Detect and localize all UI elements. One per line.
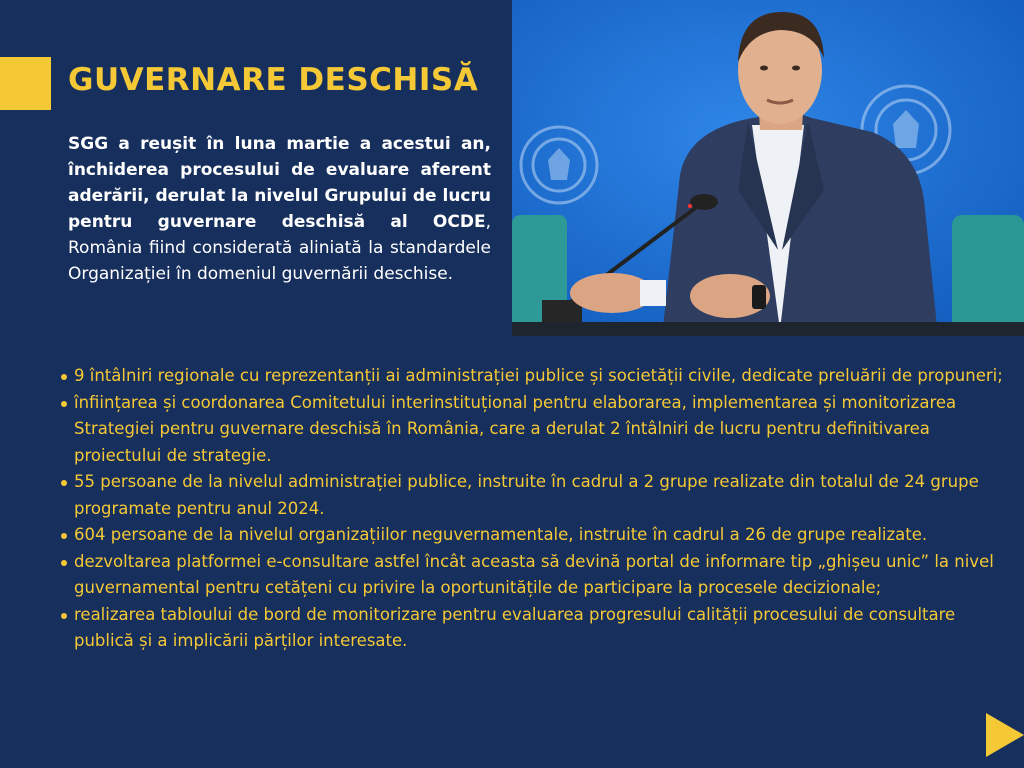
page-title: GUVERNARE DESCHISĂ	[68, 62, 479, 98]
intro-paragraph	[68, 131, 491, 287]
achievement-list	[74, 363, 1004, 655]
accent-square	[0, 57, 51, 110]
list-item: 55 persoane de la nivelul administrației publice, instruite în cadrul a 2 grupe realizate din totalul de 24 grupe programate pentru anul 2024.	[74, 469, 1004, 522]
list-item: 9 întâlniri regionale cu reprezentanții ai administrației publice și societății civile, dedicate preluării de propuneri;	[74, 363, 1004, 390]
next-button[interactable]	[986, 713, 1024, 757]
speaker-photo	[512, 0, 1024, 336]
intro-bold-text: SGG a reușit în luna martie a acestui an, închiderea procesului de evaluare aferent aderării, derulat la nivelul Grupului de lucru pentru guvernare deschisă al OCDE	[68, 134, 491, 232]
triangle-right-icon	[986, 713, 1024, 757]
list-item: realizarea tabloului de bord de monitorizare pentru evaluarea progresului calității procesului de consultare publică și a implicării părților interesate.	[74, 602, 1004, 655]
list-item: înființarea și coordonarea Comitetului interinstituțional pentru elaborarea, implementarea și monitorizarea Strategiei pentru guvernare deschisă în România, care a derulat 2 întâlniri de lucru pentru definitivarea proiectului de strategie.	[74, 390, 1004, 470]
list-item: dezvoltarea platformei e-consultare astfel încât aceasta să devină portal de informare tip „ghișeu unic” la nivel guvernamental pentru cetățeni cu privire la oportunitățile de participare la procesele decizionale;	[74, 549, 1004, 602]
list-item: 604 persoane de la nivelul organizațiilor neguvernamentale, instruite în cadrul a 26 de grupe realizate.	[74, 522, 1004, 549]
intro-regular-text: , România fiind considerată aliniată la standardele Organizației în domeniul guvernării deschise.	[68, 212, 491, 284]
